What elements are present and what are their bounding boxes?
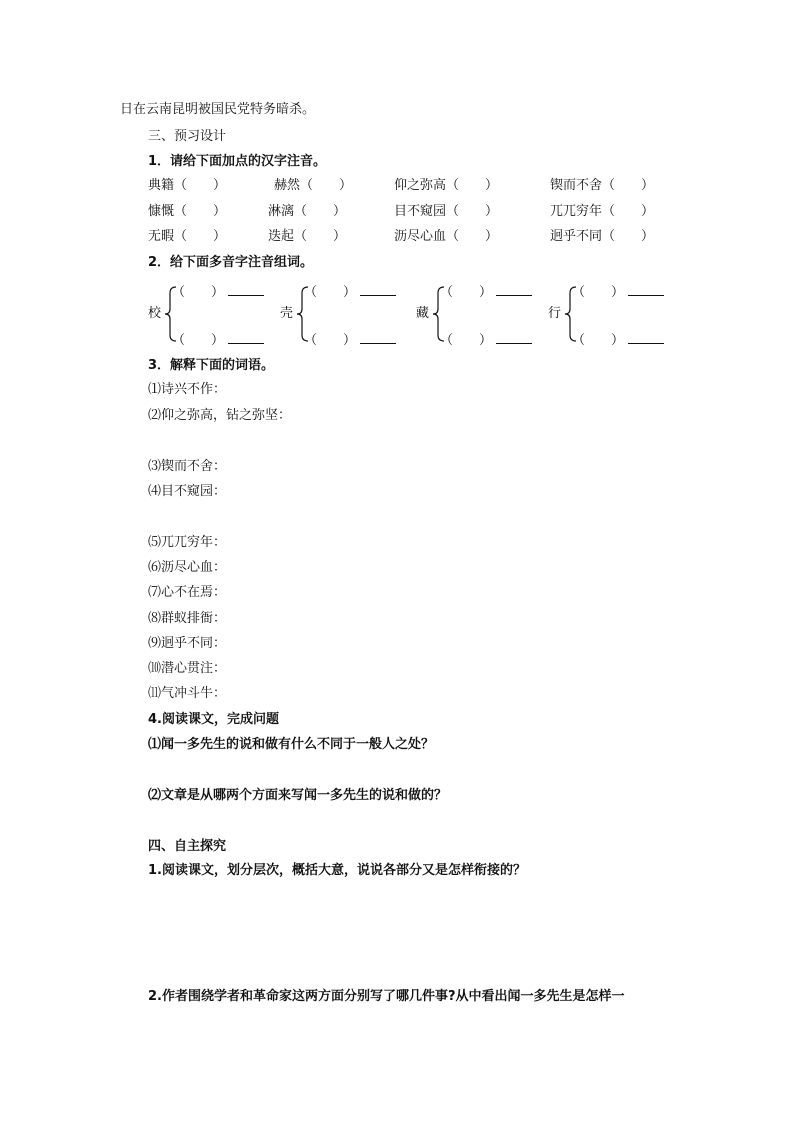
q3-item: ⑺心不在焉： bbox=[148, 585, 227, 600]
q1-cell: 慷慨（ ） bbox=[148, 204, 227, 219]
poly-char: 行 bbox=[548, 306, 562, 321]
q1-cell: 典籍（ ） bbox=[148, 178, 227, 193]
q3-item: ⑽潜心贯注： bbox=[148, 661, 227, 676]
paren: （ ） bbox=[304, 333, 357, 348]
q2-label: 2．给下面多音字注音组词。 bbox=[148, 255, 314, 270]
paren: （ ） bbox=[172, 285, 225, 300]
paren: （ ） bbox=[572, 333, 625, 348]
q3-item: ⑷目不窥园： bbox=[148, 484, 227, 499]
q1-cell: 沥尽心血（ ） bbox=[394, 229, 499, 244]
section4-item: 1.阅读课文，划分层次，概括大意，说说各部分又是怎样衔接的？ bbox=[148, 863, 526, 878]
paren: （ ） bbox=[304, 285, 357, 300]
q3-item: ⑾气冲斗牛： bbox=[148, 686, 227, 701]
paren: （ ） bbox=[572, 285, 625, 300]
q3-item: ⑸兀兀穷年： bbox=[148, 535, 227, 550]
poly-char: 校 bbox=[148, 306, 162, 321]
poly-row bbox=[572, 282, 664, 302]
q1-cell: 迥乎不同（ ） bbox=[550, 229, 655, 244]
q1-cell: 赫然（ ） bbox=[274, 178, 353, 193]
q1-cell: 无暇（ ） bbox=[148, 229, 227, 244]
paren: （ ） bbox=[172, 333, 225, 348]
poly-row bbox=[172, 282, 264, 302]
q3-item: ⑴诗兴不作： bbox=[148, 382, 227, 397]
q4-label: 4.阅读课文，完成问题 bbox=[148, 712, 279, 727]
poly-char: 藏 bbox=[416, 306, 430, 321]
q1-cell: 锲而不舍（ ） bbox=[550, 178, 655, 193]
q3-item: ⑼迥乎不同： bbox=[148, 636, 227, 651]
q1-cell: 迭起（ ） bbox=[268, 229, 347, 244]
q1-cell: 仰之弥高（ ） bbox=[394, 178, 499, 193]
paren: （ ） bbox=[440, 333, 493, 348]
answer-blank[interactable] bbox=[628, 330, 664, 344]
answer-blank[interactable] bbox=[360, 282, 396, 296]
q3-item: ⑶锲而不舍： bbox=[148, 459, 227, 474]
q1-cell: 目不窥园（ ） bbox=[394, 204, 499, 219]
q4-item: ⑴闻一多先生的说和做有什么不同于一般人之处？ bbox=[148, 737, 435, 752]
poly-row bbox=[440, 282, 532, 302]
answer-blank[interactable] bbox=[360, 330, 396, 344]
q3-item: ⑻群蚁排衙： bbox=[148, 611, 227, 626]
poly-row bbox=[172, 330, 264, 350]
paren: （ ） bbox=[440, 285, 493, 300]
q3-item: ⑹沥尽心血： bbox=[148, 560, 227, 575]
poly-char: 壳 bbox=[280, 306, 294, 321]
q3-label: 3．解释下面的词语。 bbox=[148, 358, 275, 373]
q1-cell: 淋漓（ ） bbox=[268, 204, 347, 219]
answer-blank[interactable] bbox=[496, 330, 532, 344]
section3-title: 三、预习设计 bbox=[148, 129, 227, 144]
q4-item: ⑵文章是从哪两个方面来写闻一多先生的说和做的？ bbox=[148, 788, 448, 803]
intro-line: 日在云南昆明被国民党特务暗杀。 bbox=[120, 102, 316, 117]
poly-row bbox=[304, 282, 396, 302]
answer-blank[interactable] bbox=[496, 282, 532, 296]
answer-blank[interactable] bbox=[628, 282, 664, 296]
poly-row bbox=[304, 330, 396, 350]
q1-label: 1．请给下面加点的汉字注音。 bbox=[148, 154, 327, 169]
answer-blank[interactable] bbox=[228, 282, 264, 296]
answer-blank[interactable] bbox=[228, 330, 264, 344]
section4-item: 2.作者围绕学者和革命家这两方面分别写了哪几件事?从中看出闻一多先生是怎样一 bbox=[148, 989, 625, 1004]
q3-item: ⑵仰之弥高，钻之弥坚： bbox=[148, 408, 292, 423]
section4-title: 四、自主探究 bbox=[148, 839, 227, 854]
poly-row bbox=[572, 330, 664, 350]
poly-row bbox=[440, 330, 532, 350]
q1-cell: 兀兀穷年（ ） bbox=[550, 204, 655, 219]
